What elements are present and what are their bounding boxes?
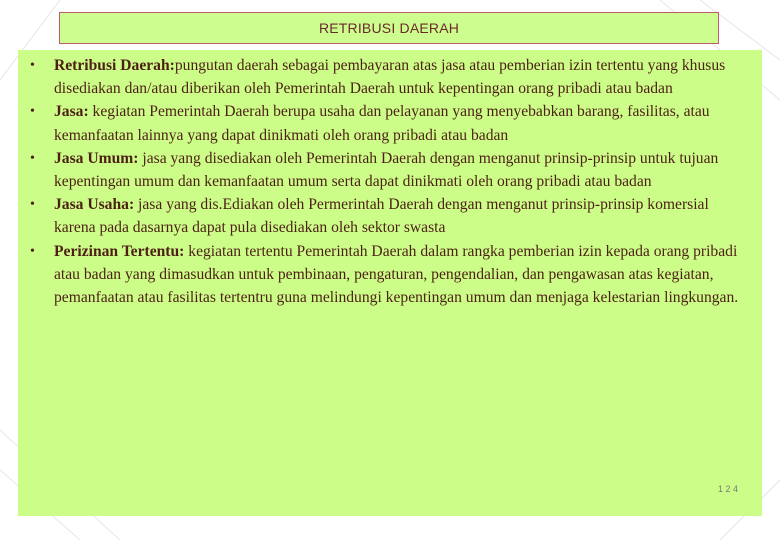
item-text: kegiatan tertentu Pemerintah Daerah dalam rangka pemberian izin kepada orang pribadi atau badan yang dimasudkan untuk pembinaan, pengaturan, pengendalian, dan pengawasan atas kegiatan, pemanfaatan atau fasilitas tertentru guna melindungi kepentingan umum dan menjaga kelestarian lingkungan.	[54, 242, 739, 307]
bullet-icon: •	[30, 58, 35, 73]
bullet-icon: •	[30, 243, 35, 259]
item-text: pungutan daerah sebagai pembayaran atas jasa atau pemberian izin tertentu yang khusus disediakan dan/atau diberikan oleh Pemerintah Daerah untuk kepentingan orang pribadi atau badan	[54, 57, 726, 98]
list-item	[28, 147, 752, 193]
content-panel	[18, 50, 762, 516]
item-text: jasa yang disediakan oleh Pemerintah Daerah dengan menganut prinsip-prinsip untuk tujuan kepentingan umum dan kemanfaatan umum serta dapat dinikmati oleh orang pribadi atau badan	[54, 149, 719, 191]
item-text: jasa yang dis.Ediakan oleh Permerintah Daerah dengan menganut prinsip-prinsip komersial karena pada dasarnya dapat pula disediakan oleh sektor swasta	[54, 196, 709, 237]
bullet-icon: •	[30, 104, 35, 120]
bullet-icon: •	[30, 150, 35, 166]
item-term: Jasa Umum:	[54, 149, 139, 167]
list-item	[28, 54, 752, 100]
item-term: Jasa:	[54, 103, 89, 121]
page-number: 1 2 4	[717, 484, 738, 494]
list-item	[28, 240, 752, 310]
definition-list	[28, 54, 752, 309]
item-text: kegiatan Pemerintah Daerah berupa usaha dan pelayanan yang menyebabkan barang, fasilitas, atau kemanfaatan lainnya yang dapat dinikmati oleh orang pribadi atau badan	[54, 103, 710, 144]
item-term: Perizinan Tertentu:	[54, 242, 185, 260]
list-item	[28, 193, 752, 239]
bullet-icon: •	[30, 197, 35, 213]
item-term: Jasa Usaha:	[54, 196, 135, 214]
list-item	[28, 100, 752, 146]
item-term: Retribusi Daerah:	[54, 57, 175, 74]
slide-title: RETRIBUSI DAERAH	[59, 12, 719, 44]
